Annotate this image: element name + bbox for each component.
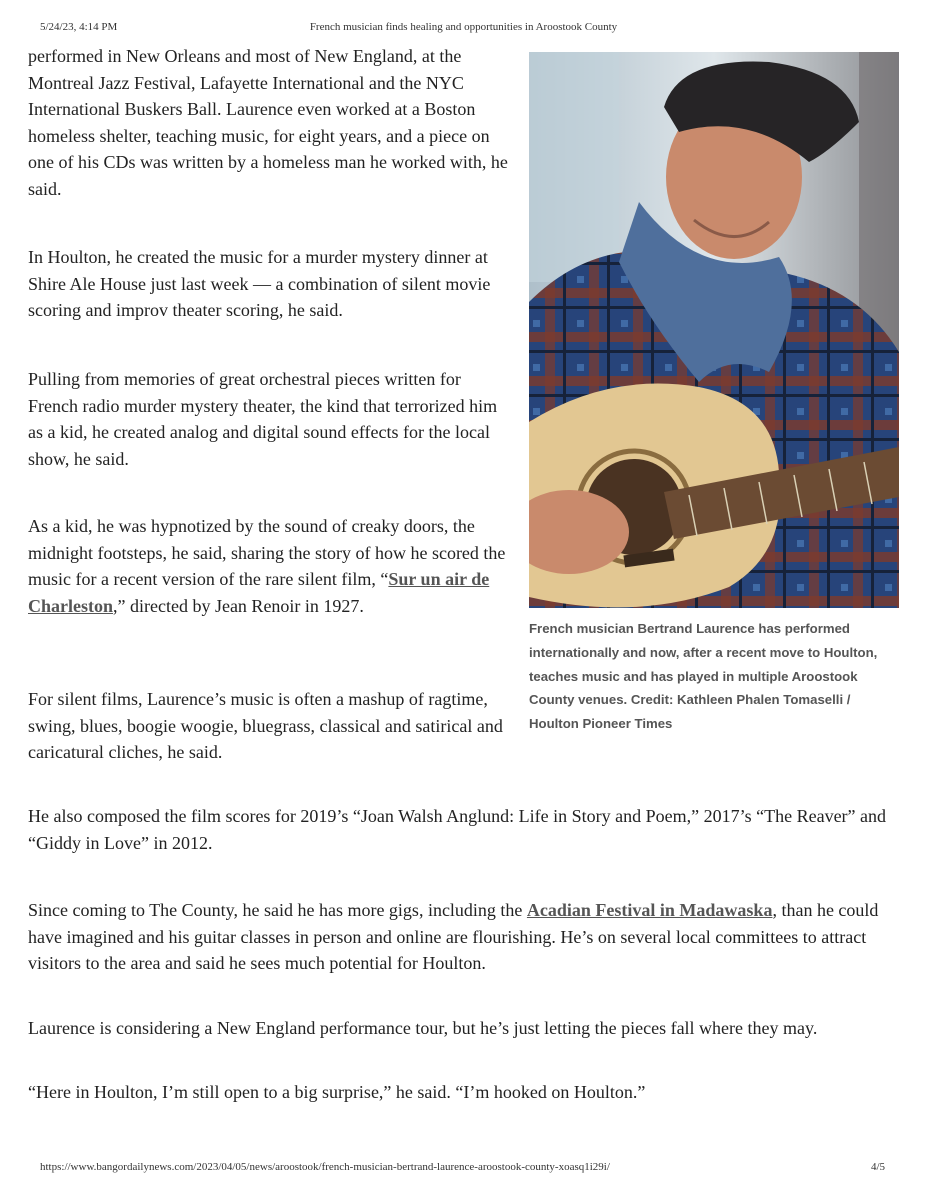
- print-url: https://www.bangordailynews.com/2023/04/05/news/aroostook/french-musician-bertrand-laurence-aroostook-county-xoasq1i29i/: [40, 1161, 610, 1173]
- article-paragraph: He also composed the film scores for 2019’s “Joan Walsh Anglund: Life in Story and Poem,” 2017’s “The Reaver” and “Giddy in Love” in 2012.: [28, 806, 887, 853]
- musician-with-guitar-image: [529, 52, 899, 608]
- paragraph-text: As a kid, he was hypnotized by the sound of creaky doors, the midnight footsteps, he said, sharing the story of how he scored the music for a recent version of the rare silent film, “: [28, 516, 506, 589]
- article-paragraph: Laurence is considering a New England performance tour, but he’s just letting the pieces fall where they may.: [28, 1018, 818, 1038]
- paragraph-text: , than he could have imagined and his guitar classes in person and online are flourishing. He’s on several local committees to attract visitors to the area and said he sees much potential for Houlton.: [28, 900, 879, 973]
- print-page-title: French musician finds healing and opportunities in Aroostook County: [309, 21, 618, 33]
- article-paragraph: Pulling from memories of great orchestral pieces written for French radio murder mystery theater, the kind that terrorized him as a kid, he created analog and digital sound effects for the local show, he said.: [28, 369, 498, 469]
- article-paragraph: “Here in Houlton, I’m still open to a big surprise,” he said. “I’m hooked on Houlton.”: [28, 1082, 646, 1102]
- print-datetime: 5/24/23, 4:14 PM: [40, 21, 118, 33]
- article-paragraph: For silent films, Laurence’s music is often a mashup of ragtime, swing, blues, boogie woogie, bluegrass, classical and satirical and caricatural cliches, he said.: [28, 689, 503, 762]
- article-paragraph: [28, 513, 513, 619]
- article-paragraph: [28, 897, 898, 977]
- article-paragraph: performed in New Orleans and most of New England, at the Montreal Jazz Festival, Lafayette International and the NYC International Buskers Ball. Laurence even worked at a Boston homeless shelter, teaching music, for eight years, and a piece on one of his CDs was written by a homeless man he worked with, he said.: [28, 46, 508, 199]
- article-photo: [529, 52, 899, 608]
- paragraph-text: ,” directed by Jean Renoir in 1927.: [113, 595, 364, 616]
- page-number: 4/5: [870, 1161, 885, 1173]
- photo-caption: French musician Bertrand Laurence has performed internationally and now, after a recent move to Houlton, teaches music and has played in multiple Aroostook County venues. Credit: Kathleen Phalen Tomaselli / Houlton Pioneer Times: [529, 621, 878, 732]
- paragraph-text: Since coming to The County, he said he has more gigs, including the: [28, 900, 527, 920]
- article-paragraph: In Houlton, he created the music for a murder mystery dinner at Shire Ale House just last week — a combination of silent movie scoring and improv theater scoring, he said.: [28, 247, 491, 320]
- acadian-festival-link[interactable]: Acadian Festival in Madawaska: [526, 900, 773, 920]
- sur-un-air-de-charleston-link[interactable]: Sur un air de Charleston: [28, 569, 490, 616]
